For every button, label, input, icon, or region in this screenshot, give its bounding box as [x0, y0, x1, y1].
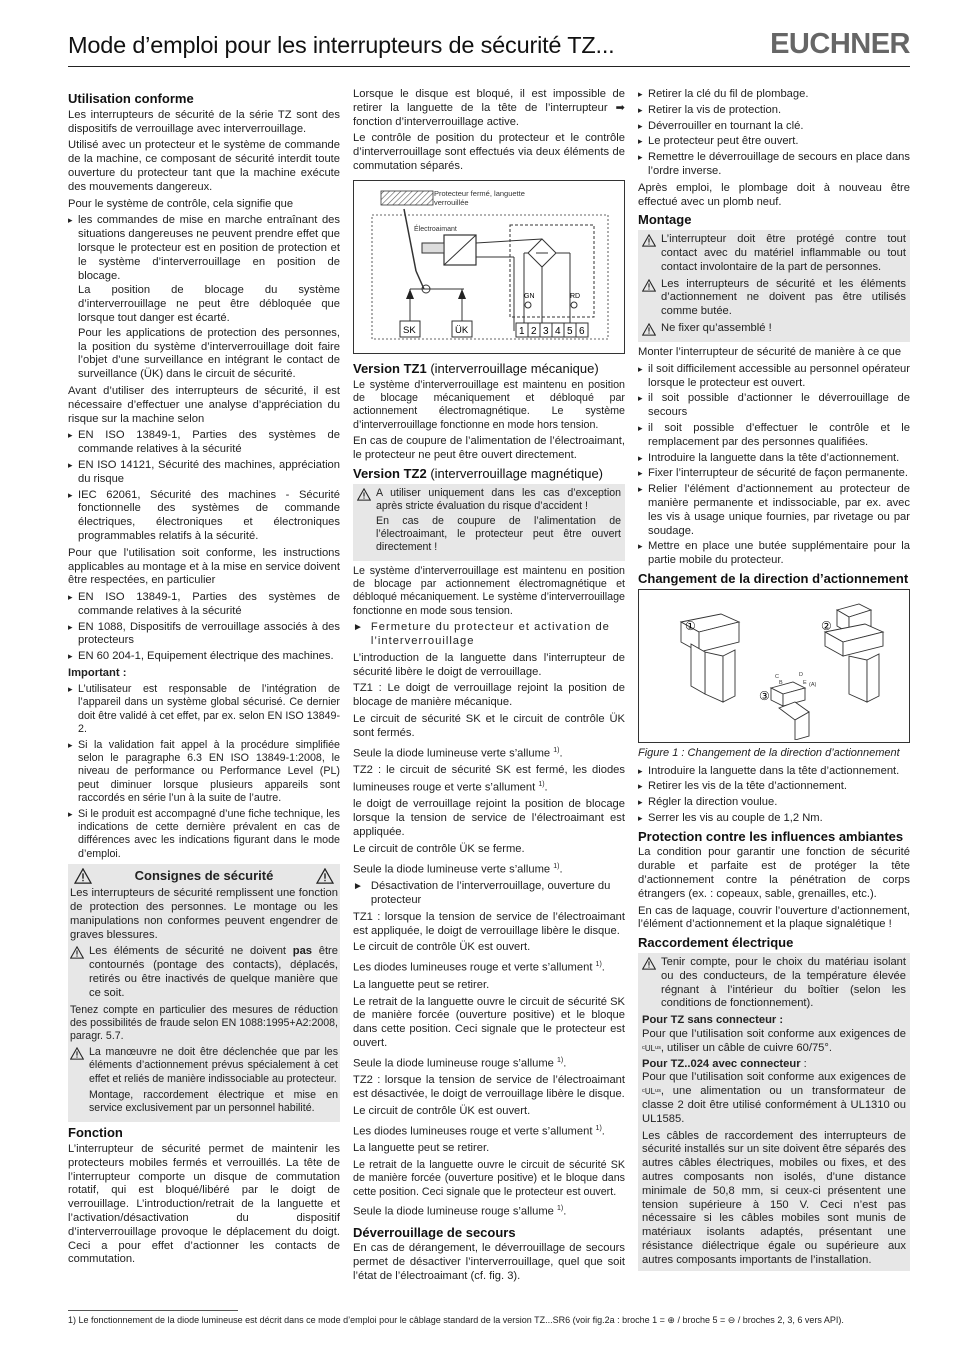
column-2 — [353, 88, 625, 1287]
list-item: ▸ Régler la direction voulue. — [638, 796, 910, 810]
list-item: ▸ Introduire la languette dans la tête d’actionnement. — [638, 452, 910, 466]
warning-row — [642, 956, 906, 1011]
figure-number: ③ — [759, 688, 770, 703]
list-item: ▸ Si le produit est accompagné d’une fiche technique, les indications de cette dernière prévalent en cas de différences avec les indications figurant dans le mode d’emploi. — [68, 808, 340, 862]
safety-box — [68, 864, 340, 1122]
paragraph: TZ1 : lorsque la tension de service de l’électroaimant est appliquée, le doigt de verrouillage libère le disque. — [353, 910, 625, 937]
paragraph: Les interrupteurs de sécurité de la série TZ sont des dispositifs de verrouillage avec interverrouillage. — [68, 108, 340, 135]
warning-row — [642, 322, 906, 336]
list-item: ▸ EN ISO 14121, Sécurité des machines, appréciation du risque — [68, 459, 340, 487]
warning-icon — [70, 946, 84, 959]
heading-protection: Protection contre les influences ambiantes — [638, 828, 904, 844]
direction-letter: D — [799, 671, 803, 678]
warning-icon — [642, 234, 656, 247]
heading-deverrouillage: Déverrouillage de secours — [353, 1224, 516, 1240]
paragraph: TZ2 : le circuit de sécurité SK est fermé, les diodes lumineuses rouge et verte s’allument $^{1)}$. — [353, 764, 625, 794]
warning-row — [70, 1046, 338, 1115]
subheading: Pour TZ..024 avec connecteur : — [642, 1057, 807, 1070]
paragraph: le doigt de verrouillage rejoint la position de blocage lorsque la tension de service de l’électroaimant est appliquée. — [353, 798, 625, 839]
list-item: ▸ Déverrouiller en tournant la clé. — [638, 120, 910, 134]
paragraph: TZ2 : lorsque la tension de service de l’électroaimant est désactivée, le doigt de verrouillage libère le disque. — [353, 1074, 625, 1101]
list-item: ▸ Remettre le déverrouillage de secours en place dans l’ordre inverse. — [638, 151, 910, 179]
pin-label: 6 — [579, 325, 585, 337]
euchner-logo: EUCHNER — [770, 28, 910, 60]
paragraph: Pour que l’utilisation soit conforme aux exigences de ᶜULᵘˢ, utiliser un câble de cuivre 60/75°. — [642, 1028, 906, 1054]
warning-text: Les interrupteurs de sécurité et les éléments d’actionnement ne doivent pas être utilisés comme butée. — [661, 277, 906, 318]
pin-label: 5 — [567, 325, 573, 337]
paragraph: Pour que l’utilisation soit conforme aux exigences de ᶜULᵘˢ, une alimentation ou un transformateur de classe 2 doit être utilisé conformément à UL1310 ou UL1585. — [642, 1071, 906, 1125]
step-heading: ► Fermeture du protecteur et activation de l’interverrouillage — [353, 621, 610, 648]
warning-row — [70, 945, 338, 1000]
raccordement-box — [638, 953, 910, 1271]
figure-caption: Figure 1 : Changement de la direction d’actionnement — [638, 746, 900, 759]
guard-hatch — [381, 191, 433, 205]
list-item: ▸ il soit difficilement accessible au personnel opérateur lorsque le protecteur est ouvert. — [638, 363, 910, 391]
electromagnet-label: Électroaimant — [414, 225, 457, 233]
warning-text: Tenir compte, pour le choix du matériau isolant ou des conducteurs, de la température élevée régnant à l’intérieur du boîtier (selon les conditions de fonctionnement). — [661, 956, 906, 1010]
heading-changement: Changement de la direction d’actionnement — [638, 570, 909, 586]
arrow-icon: ► — [353, 622, 363, 634]
paragraph: La languette peut se retirer. — [353, 1142, 490, 1155]
figure-label: Protecteur fermé, languette — [434, 188, 525, 198]
warning-icon — [316, 868, 334, 884]
paragraph: L’introduction de la languette dans l’interrupteur de sécurité libère le doigt de verrouillage. — [353, 651, 625, 678]
footnote: 1) Le fonctionnement de la diode lumineuse est décrit dans ce mode d’emploi pour le câblage standard de la version TZ...SR6 (voir fig.2a : broche 1 = ⊕ / broche 5 = ⊖ / broches 2, 3, 6 vers API). — [68, 1315, 844, 1325]
warning-row — [642, 233, 906, 274]
pin-label: 3 — [543, 325, 549, 337]
paragraph: Le circuit de contrôle ÜK est ouvert. — [353, 1104, 531, 1117]
list-item: ▸ Retirer la vis de protection. — [638, 104, 910, 118]
warning-text: Les éléments de sécurité ne doivent pas être contournés (pontage des contacts), déplacés, retirés ou être inactivés de quelque manière que ce soit. — [89, 945, 339, 999]
wiring-diagram — [354, 181, 624, 351]
norm-list-2 — [68, 591, 340, 664]
paragraph: Seule la diode lumineuse rouge s’allume $^{1)}$. — [353, 1205, 567, 1218]
paragraph: En cas de coupure de l’alimentation de l’électroaimant, le protecteur ne peut être ouvert directement. — [353, 435, 625, 461]
warning-icon — [74, 868, 92, 884]
header-rule — [68, 66, 910, 67]
actuation-figure — [638, 589, 910, 743]
changement-list — [638, 765, 910, 826]
warning-icon — [70, 1047, 84, 1060]
direction-letter: C — [775, 673, 779, 680]
paragraph: Le retrait de la languette ouvre le circuit de sécurité SK de manière forcée (ouverture positive) et le bloque dans cette position. Ceci signale que le protecteur est ouvert. — [353, 995, 625, 1049]
warning-text: L’interrupteur doit être protégé contre tout contact avec du matériel inflammable ou tout contact involontaire de la part de personnes. — [661, 233, 906, 273]
important-list — [68, 683, 340, 861]
paragraph: Avant d’utiliser des interrupteurs de sécurité, il est nécessaire d’effectuer une analyse d’appréciation du risque sur la machine selon — [68, 384, 340, 425]
heading-utilisation: Utilisation conforme — [68, 91, 194, 106]
montage-list — [638, 363, 910, 568]
list-item-sub: La position de blocage du système d’interverrouillage ne peut être débloquée que lorsque tout danger est écarté. — [78, 284, 340, 324]
list-item: ▸ Fixer l’interrupteur de sécurité de façon permanente. — [638, 467, 910, 481]
paragraph: Lorsque le disque est bloqué, il est impossible de retirer la languette de la tête de l’interrupteur ➡ fonction d’interverrouillage active. — [353, 88, 625, 128]
direction-letter: (A) — [809, 681, 817, 688]
list-item: ▸ les commandes de mise en marche entraînant des situations dangereuses ne peuvent prendre effet que lorsque le protecteur est en position de protection et le système d’interverrouillage en position de blocage. La position de blocage du système d’interverrouillage ne peut être débloquée que lorsque tout danger est écarté. Pour les applications de protection des personnes, la position du système d’interverrouillage doit faire l’objet d’une surveillance en intégrant le contact de surveillance (ÜK) dans le circuit de sécurité. — [68, 214, 340, 382]
heading-fonction: Fonction — [68, 1125, 123, 1141]
list-item: ▸ EN ISO 13849-1, Parties des systèmes de commande relatives à la sécurité — [68, 429, 340, 457]
list-item: ▸ EN 60 204-1, Equipement électrique des machines. — [68, 650, 340, 664]
rd-label: RD — [570, 292, 581, 300]
paragraph: La condition pour garantir une fonction de sécurité durable et parfaite est de protéger la tête d’actionnement contre la pénétration de corps étrangers (ex. : copeaux, sable, grenailles, etc.). — [638, 846, 910, 900]
paragraph: Seule la diode lumineuse verte s’allume $^{1)}$. — [353, 746, 563, 760]
paragraph: Monter l’interrupteur de sécurité de manière à ce que — [638, 345, 902, 358]
warning-icon — [642, 323, 656, 336]
bullet-list — [638, 88, 910, 179]
list-item: ▸ il soit possible d’actionner le déverrouillage de secours — [638, 392, 910, 420]
footnote-rule — [68, 1310, 238, 1311]
paragraph: En cas de dérangement, le déverrouillage de secours permet de désactiver l’interverrouillage, quel que soit l’état de l’électroaimant (cf. fig. 3). — [353, 1242, 625, 1283]
safety-box-title: Consignes de sécurité — [134, 868, 274, 884]
direction-letter: E — [803, 679, 807, 686]
paragraph: Le retrait de la languette ouvre le circuit de sécurité SK de manière forcée (ouverture positive) et le bloque dans cette position. Ceci signale que le protecteur est ouvert. — [353, 1158, 625, 1198]
paragraph: Les câbles de raccordement des interrupteurs de sécurité installés sur un site doivent être séparés des autres câbles électriques, mobiles ou fixes, et des autres composants non isolés, d’une distance minimale de 50,8 mm, si ceux-ci présentent une tension supérieure à 150 V. Ceci n’est pas nécessaire si les câbles mobiles sont munis de matériaux isolants adaptés, présentant une résistance diélectrique égale ou supérieure aux autres composants importants de l’installation. — [642, 1129, 906, 1266]
paragraph: Pour le système de contrôle, cela signifie que — [68, 197, 294, 210]
paragraph: Utilisé avec un protecteur et le système de commande de la machine, ce composant de sécurité interdit toute ouverture du protecteur tant que la machine exécute des mouvements dangereux. — [68, 139, 340, 193]
list-item: ▸ EN 1088, Dispositifs de verrouillage associés à des protecteurs — [68, 621, 340, 649]
figure-number: ① — [685, 618, 696, 633]
page-title: Mode d’emploi pour les interrupteurs de sécurité TZ... — [68, 32, 615, 58]
list-item: ▸ il soit possible d’effectuer le contrôle et le remplacement par des personnes qualifiées. — [638, 422, 910, 450]
paragraph: Après emploi, le plombage doit à nouveau être effectué avec un plomb neuf. — [638, 181, 910, 208]
paragraph: Le circuit de sécurité SK et le circuit de contrôle ÜK sont fermés. — [353, 713, 625, 739]
pin-label: 4 — [555, 325, 561, 337]
paragraph: En cas de laquage, couvrir l’ouverture d’actionnement, l’élément d’actionnement et la plaque signalétique ! — [638, 904, 910, 931]
heading-montage: Montage — [638, 212, 692, 228]
wiring-figure — [353, 180, 625, 354]
paragraph: Seule la diode lumineuse verte s’allume $^{1)}$. — [353, 862, 563, 876]
heading-tz2: Version TZ2 (interverrouillage magnétique) — [353, 465, 604, 481]
warning-text: Ne fixer qu’assemblé ! — [661, 321, 772, 334]
warning-row — [357, 487, 621, 555]
step-heading: ► Désactivation de l’interverrouillage, ouverture du protecteur — [353, 880, 611, 906]
list-item: ▸ IEC 62061, Sécurité des machines - Sécurité fonctionnelle des systèmes de commande électriques, électroniques et électroniques programmables relatifs à la sécurité. — [68, 489, 340, 544]
list-item: ▸ EN ISO 13849-1, Parties des systèmes de commande relatives à la sécurité — [68, 591, 340, 619]
paragraph: Pour que l’utilisation soit conforme, les instructions applicables au montage et à la mise en service doivent être respectées, en particulier — [68, 546, 340, 587]
list-item: ▸ Retirer les vis de la tête d’actionnement. — [638, 780, 910, 794]
gn-label: GN — [524, 292, 535, 300]
paragraph: Seule la diode lumineuse rouge s’allume $^{1)}$. — [353, 1056, 567, 1070]
uk-label: ÜK — [455, 324, 469, 336]
paragraph: Les diodes lumineuses rouge et verte s’allument $^{1)}$. — [353, 1124, 605, 1138]
list-item: ▸ Mettre en place une butée supplémentaire pour la partie mobile du protecteur. — [638, 540, 910, 568]
arrow-icon: ► — [353, 881, 363, 893]
list-item: ▸ Retirer la clé du fil de plombage. — [638, 88, 910, 102]
list-item: ▸ Si la validation fait appel à la procédure simplifiée selon le paragraphe 6.3 EN ISO 13849-1:2008, le niveau de performance ou Performance Level (PL) peut diminuer lorsque plusieurs appareils sont raccordés en série l’un à la suite de l’autre. — [68, 739, 340, 806]
norm-list — [68, 429, 340, 543]
paragraph: Le système d’interverrouillage est maintenu en position de blocage mécaniquement et débloqué par actionnement électromagnétique. Le système d’interverrouillage fonctionne en mode hors tension. — [353, 378, 625, 431]
sk-label: SK — [403, 324, 416, 336]
heading-raccordement: Raccordement électrique — [638, 935, 794, 951]
ul-mark: ᶜULᵘˢ — [642, 1087, 661, 1097]
important-label: Important : — [68, 667, 127, 680]
warning-text: La manœuvre ne doit être déclenchée que par les éléments d’actionnement prévus spécialement à cet effet et reliés de manière indissociable au protecteur. Montage, raccordement électrique et mise en service exclusivement par un personnel habilité. — [89, 1046, 338, 1114]
paragraph: Les interrupteurs de sécurité remplissent une fonction de protection des personnes. Le montage ou les manipulations non conformes peuvent engendrer de graves blessures. — [70, 887, 338, 941]
warning-row — [642, 278, 906, 319]
tz2-warning-box — [353, 484, 625, 561]
list-item: ▸ Relier l’élément d’actionnement au protecteur de manière permanente et indissociable, par ex. avec les vis à usage unique fournies, par rivetage ou par soudage. — [638, 483, 910, 538]
warning-icon — [642, 957, 656, 970]
paragraph: Le circuit de contrôle ÜK se ferme. — [353, 842, 525, 855]
list-item: ▸ Serrer les vis au couple de 1,2 Nm. — [638, 812, 910, 826]
paragraph: Le circuit de contrôle ÜK est ouvert. — [353, 941, 531, 954]
paragraph: Tenez compte en particulier des mesures de réduction des possibilités de fraude selon EN 1088:1995+A2:2008, paragr. 5.7. — [70, 1003, 338, 1042]
paragraph: L’interrupteur de sécurité permet de maintenir les protecteurs mobiles fermés et verrouillés. La tête de l’interrupteur comporte un disque de commutation rotatif, qui est bloqué/libéré par le doigt de verrouillage. L’introduction/retrait de la languette et l’activation/désactivation du dispositif d’interverrouillage provoque le déplacement du doigt. Ceci a pour effet d’actionner les contacts de commutation. — [68, 1142, 340, 1266]
safety-box-header — [70, 868, 338, 884]
direction-letter: B — [779, 679, 783, 686]
column-1 — [68, 88, 340, 1270]
warning-icon — [357, 488, 371, 501]
column-3 — [638, 88, 910, 1275]
paragraph: Le système d’interverrouillage est maintenu en position de blocage par actionnement électromagnétique et débloqué mécaniquement. Le système d’interverrouillage fonctionne en mode sous tension. — [353, 564, 625, 617]
pin-label: 2 — [531, 325, 537, 337]
subheading: Pour TZ sans connecteur : — [642, 1014, 784, 1027]
montage-warning-box — [638, 230, 910, 342]
list-item: ▸ Introduire la languette dans la tête d’actionnement. — [638, 765, 910, 779]
list-item-sub: Pour les applications de protection des personnes, la position du système d’interverrouillage doit faire l’objet d’une surveillance en intégrant le contact de surveillance (ÜK) dans le circuit de sécurité. — [78, 326, 340, 381]
figure-number: ② — [821, 618, 832, 633]
list-item: ▸ Le protecteur peut être ouvert. — [638, 135, 910, 149]
actuation-illustration — [639, 590, 909, 740]
paragraph: La languette peut se retirer. — [353, 978, 490, 991]
pin-label: 1 — [519, 325, 525, 337]
bullet-list — [68, 214, 340, 382]
paragraph: TZ1 : Le doigt de verrouillage rejoint la position de blocage de manière mécanique. — [353, 682, 625, 709]
ul-mark: ᶜULᵘˢ — [642, 1043, 661, 1053]
warning-icon — [642, 279, 656, 292]
warning-text: A utiliser uniquement dans les cas d’exception après stricte évaluation du risque d’accident ! En cas de coupure de l’alimentation de l’électroaimant, le protecteur peut être ouvert directement ! — [376, 486, 621, 554]
heading-tz1: Version TZ1 (interverrouillage mécanique) — [353, 360, 599, 376]
paragraph: Le contrôle de position du protecteur et le contrôle d’interverrouillage sont effectués via deux éléments de commutation séparés. — [353, 132, 625, 172]
paragraph: Les diodes lumineuses rouge et verte s’allument $^{1)}$. — [353, 961, 605, 974]
list-item: ▸ L’utilisateur est responsable de l’intégration de l’appareil dans un système global sécurisé. Ce dernier doit être validé à cet effet, par ex. selon EN ISO 13849-2. — [68, 683, 340, 737]
figure-label: verrouillée — [434, 197, 469, 207]
